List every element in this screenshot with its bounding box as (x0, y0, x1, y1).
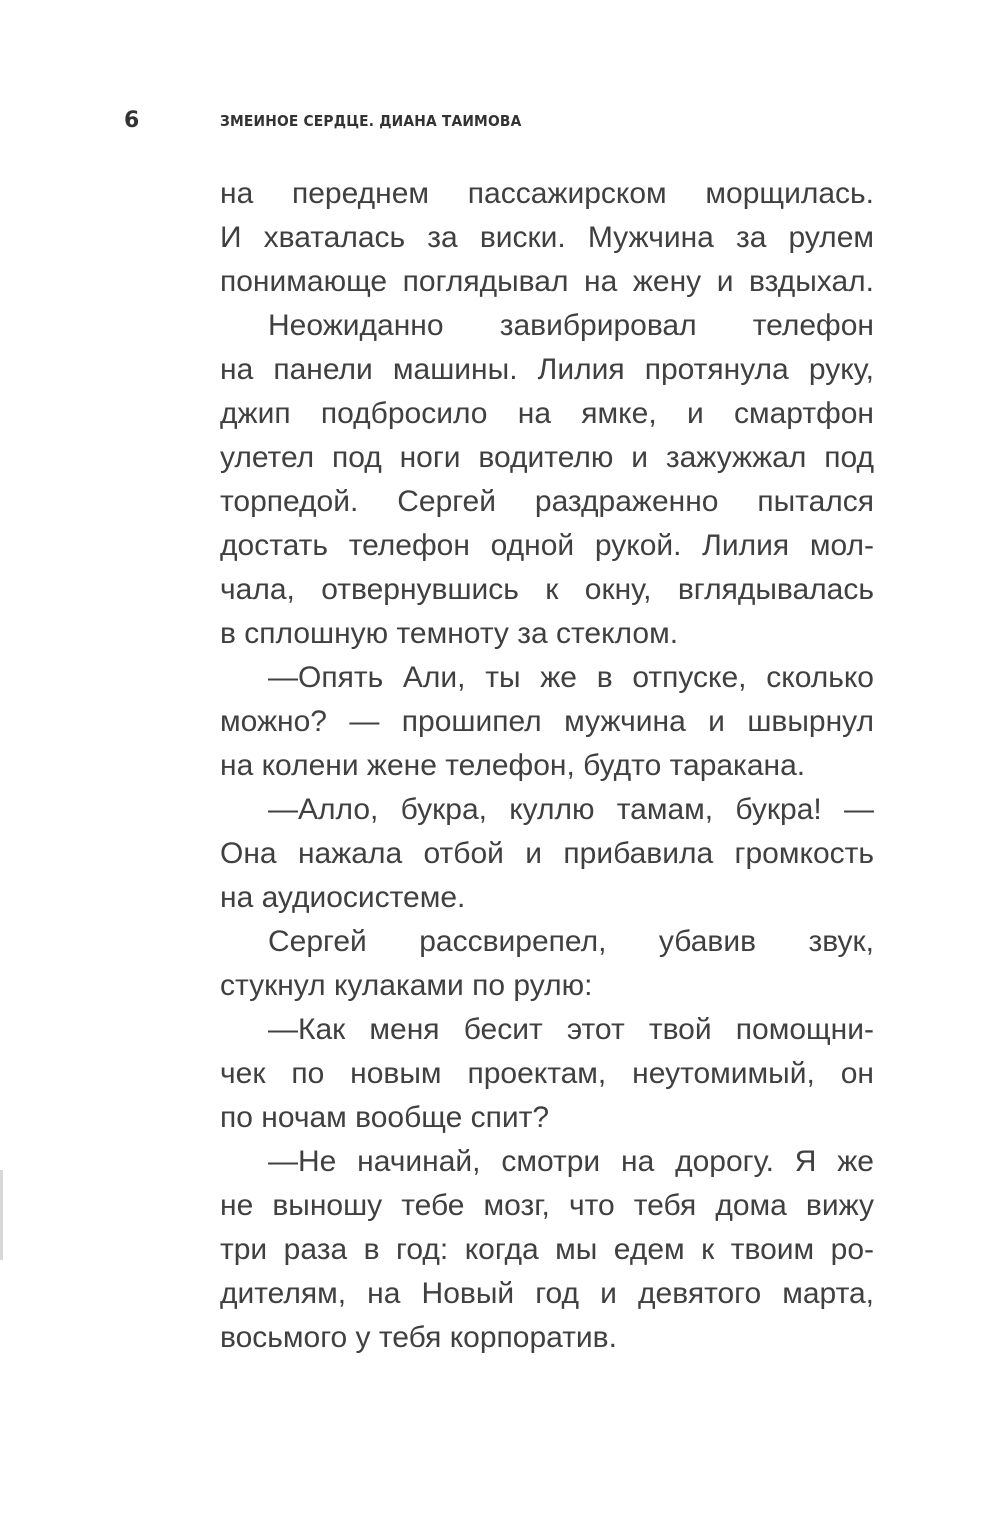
text-line: три раза в год: когда мы едем к твоим ро- (220, 1233, 874, 1266)
text-line: восьмого у тебя корпоратив. (220, 1321, 617, 1354)
text-line: по ночам вообще спит? (220, 1101, 550, 1134)
text-line: джип подбросило на ямке, и смартфон (220, 397, 874, 430)
text-line: на панели машины. Лилия протянула руку, (220, 353, 874, 386)
running-title: ЗМЕИНОЕ СЕРДЦЕ. ДИАНА ТАИМОВА (220, 112, 522, 130)
paragraph-start-line: Неожиданно завибрировал телефон (268, 309, 874, 342)
text-line: дителям, на Новый год и девятого марта, (220, 1277, 874, 1310)
paragraph-start-line: Сергей рассвирепел, убавив звук, (268, 925, 874, 958)
text-line: достать телефон одной рукой. Лилия мол- (220, 529, 874, 562)
text-line: улетел под ноги водителю и зажужжал под (220, 441, 874, 474)
text-line: можно? — прошипел мужчина и швырнул (220, 705, 874, 738)
body-text (220, 172, 874, 1360)
page-edge-shadow (0, 1170, 3, 1260)
paragraph-start-line: —Как меня бесит этот твой помощни- (268, 1013, 874, 1046)
text-line: не выношу тебе мозг, что тебя дома вижу (220, 1189, 874, 1222)
paragraph-start-line: —Не начинай, смотри на дорогу. Я же (268, 1145, 874, 1178)
text-line: Она нажала отбой и прибавила громкость (220, 837, 874, 870)
text-line: на переднем пассажирском морщилась. (220, 177, 874, 210)
text-line: стукнул кулаками по рулю: (220, 969, 593, 1002)
text-line: на колени жене телефон, будто таракана. (220, 749, 806, 782)
text-line: торпедой. Сергей раздраженно пытался (220, 485, 874, 518)
text-line: на аудиосистеме. (220, 881, 466, 914)
text-line: чала, отвернувшись к окну, вглядывалась (220, 573, 874, 606)
text-line: в сплошную темноту за стеклом. (220, 617, 679, 650)
paragraph-start-line: —Алло, букра, куллю тамам, букра! — (268, 793, 874, 826)
text-line: понимающе поглядывал на жену и вздыхал. (220, 265, 874, 298)
paragraph-start-line: —Опять Али, ты же в отпуске, сколько (268, 661, 874, 694)
text-line: И хваталась за виски. Мужчина за рулем (220, 221, 874, 254)
page-number: 6 (124, 108, 140, 133)
text-line: чек по новым проектам, неутомимый, он (220, 1057, 874, 1090)
page-header (0, 106, 1000, 136)
